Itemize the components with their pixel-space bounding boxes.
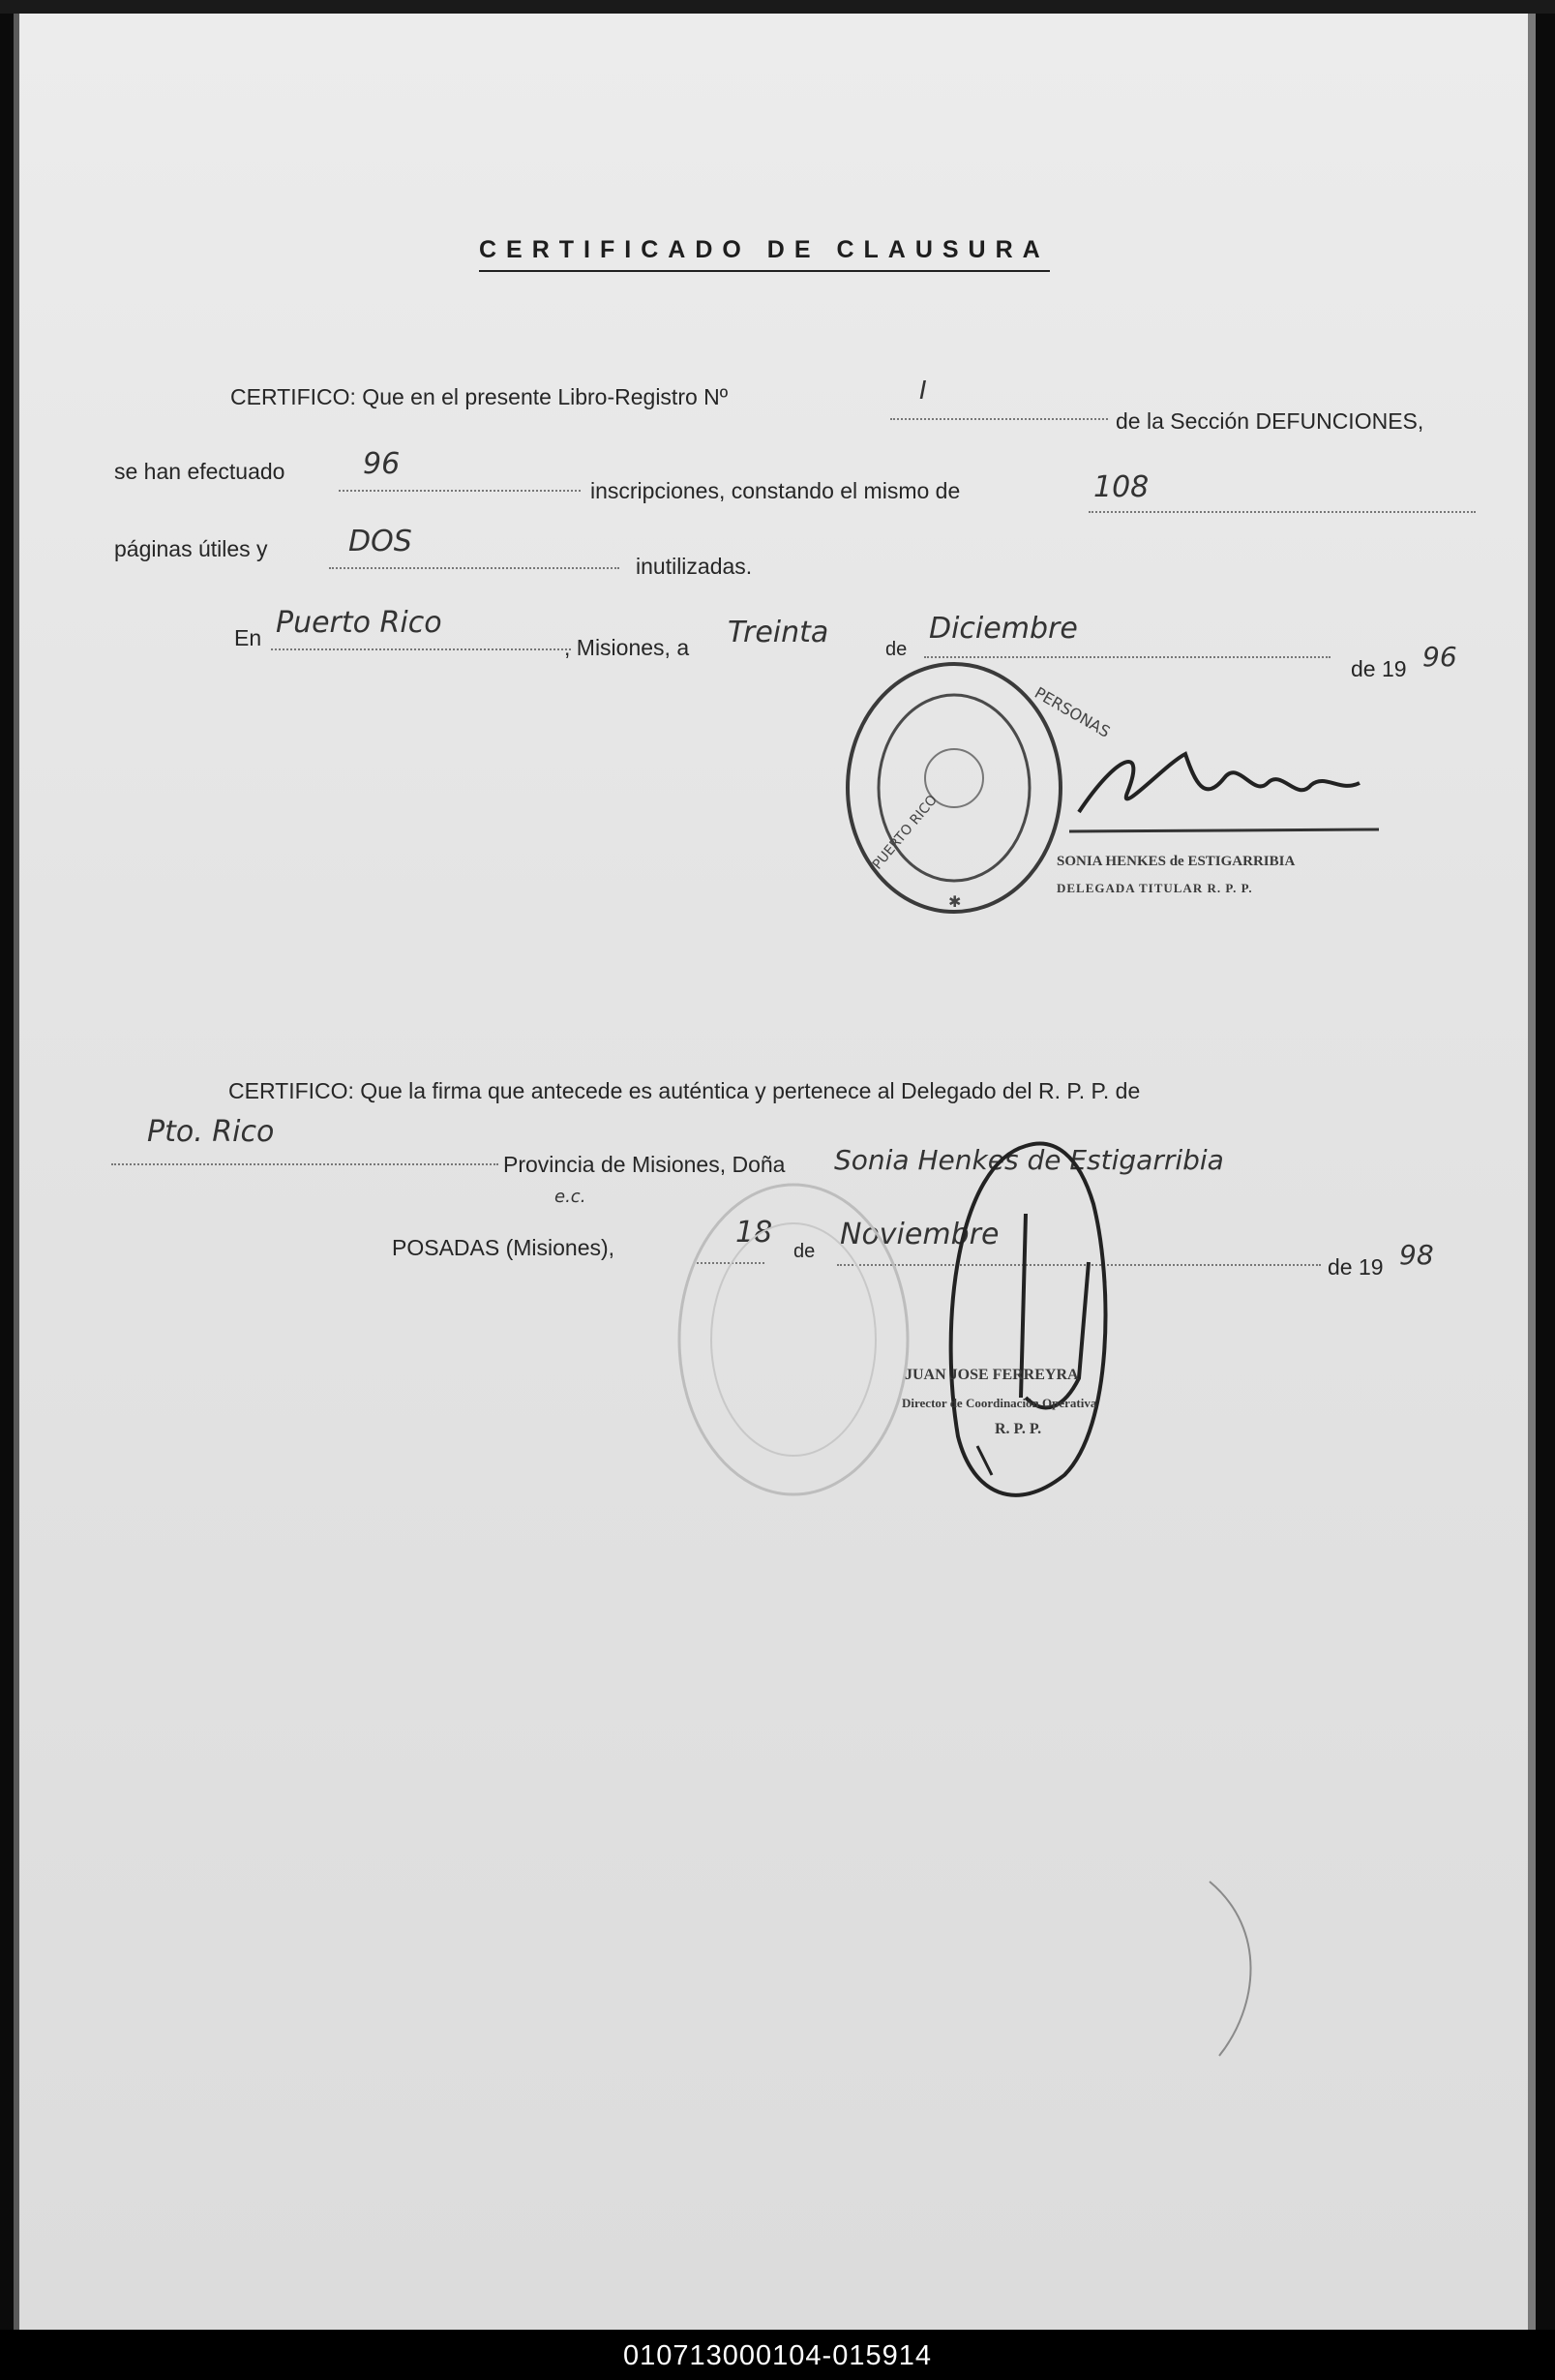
section1-line1-suffix: de la Sección DEFUNCIONES, <box>1116 408 1424 434</box>
svg-text:PUERTO RICO: PUERTO RICO <box>869 792 942 873</box>
section1-line2-middle: inscripciones, constando el mismo de <box>590 478 961 503</box>
scan-top-border <box>0 0 1555 14</box>
signature-ferreyra <box>919 1127 1132 1514</box>
dotted-line <box>1089 511 1476 513</box>
name-handwritten: Sonia Henkes de Estigarribia <box>834 1144 1224 1176</box>
dotted-line <box>271 648 571 650</box>
month2-prefix: de <box>793 1241 816 1262</box>
handwritten-annotation: e.c. <box>554 1187 586 1207</box>
signature-estigarribia <box>1060 725 1389 841</box>
place2-handwritten: Pto. Rico <box>147 1115 275 1149</box>
year-handwritten: 96 <box>1422 641 1457 673</box>
place-handwritten: Puerto Rico <box>276 606 442 640</box>
year-prefix: de 19 <box>1351 656 1407 681</box>
svg-text:✱: ✱ <box>948 892 962 911</box>
faint-registry-seal <box>668 1175 919 1504</box>
place-prefix: En <box>234 625 262 650</box>
signer2-name: JUAN JOSE FERREYRA <box>905 1367 1079 1383</box>
paginas-count: 108 <box>1093 470 1150 504</box>
day2-handwritten: 18 <box>735 1216 773 1250</box>
inutilizadas-count: DOS <box>348 525 412 558</box>
document-title: CERTIFICADO DE CLAUSURA <box>479 236 1050 272</box>
dotted-line <box>339 490 581 492</box>
svg-text:PERSONAS: PERSONAS <box>1032 683 1114 741</box>
month-prefix: de <box>885 639 908 660</box>
section2-line1: CERTIFICO: Que la firma que antecede es auténtica y pertenece al Delegado del R. P. P. de <box>228 1078 1141 1103</box>
section1-line3-suffix: inutilizadas. <box>636 554 753 579</box>
signer2-title: Director de Coordinación Operativa <box>902 1396 1097 1410</box>
signer1-name: SONIA HENKES de ESTIGARRIBIA <box>1057 854 1296 869</box>
inscripciones-count: 96 <box>363 447 401 481</box>
month2-handwritten: Noviembre <box>840 1218 1000 1251</box>
year2-handwritten: 98 <box>1399 1239 1434 1271</box>
place-middle: , Misiones, a <box>564 635 690 660</box>
signer2-org: R. P. P. <box>995 1421 1042 1437</box>
day-handwritten: Treinta <box>728 616 829 649</box>
section1-line2-prefix: se han efectuado <box>114 459 285 484</box>
signer1-title: DELEGADA TITULAR R. P. P. <box>1057 881 1253 895</box>
registry-seal <box>840 657 1114 919</box>
dotted-line <box>329 567 619 569</box>
archive-id: 010713000104-015914 <box>623 2340 932 2371</box>
section1-line1-prefix: CERTIFICO: Que en el presente Libro-Registro Nº <box>230 384 729 409</box>
month-handwritten: Diciembre <box>929 612 1078 646</box>
libro-number: I <box>919 377 927 406</box>
city: POSADAS (Misiones), <box>392 1235 615 1260</box>
document-page <box>14 14 1536 2330</box>
year2-prefix: de 19 <box>1328 1254 1384 1280</box>
section2-line2-middle: Provincia de Misiones, Doña <box>503 1152 786 1177</box>
dotted-line <box>890 418 1108 420</box>
dotted-line <box>111 1163 498 1165</box>
section1-line3-prefix: páginas útiles y <box>114 536 268 561</box>
pencil-mark <box>1200 1872 1277 2065</box>
